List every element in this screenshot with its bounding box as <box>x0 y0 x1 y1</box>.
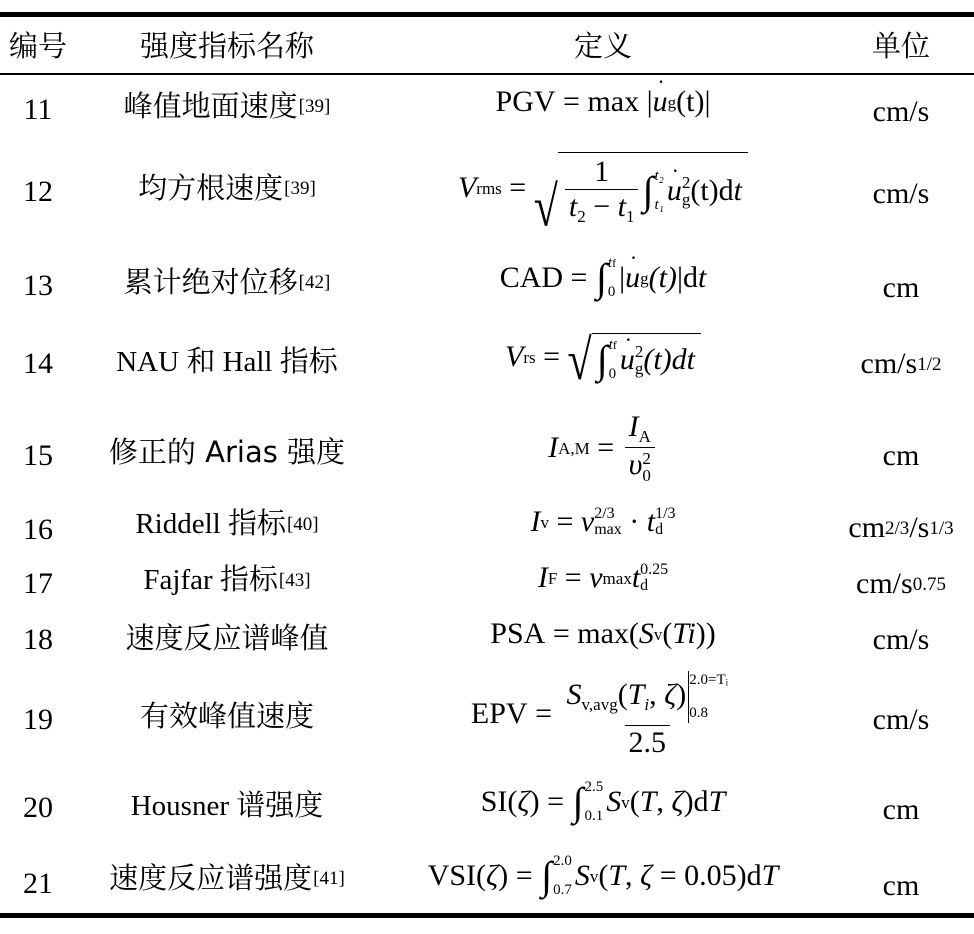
ref-mark: [42] <box>298 271 331 293</box>
sqrt: √ $\frac{1}{t_2 - t_1}$ ∫ t₂ t₁ u · 2 g (t)d t <box>534 152 748 225</box>
formula-epv: EPV = $S_{v,avg}(T_i$, ζ) 2.0=Tᵢ 0.8 2.5 <box>470 671 729 759</box>
row-name: Housner 谱强度 <box>130 789 324 822</box>
ref-mark: [43] <box>278 569 311 591</box>
formula-vrs: V rs = √ ∫ tf 0 u · 2 g (t)d t <box>378 322 828 392</box>
name-text: 峰值地面速度 <box>123 88 298 123</box>
row-unit: cm/s <box>872 177 930 210</box>
name-text: Riddell 指标 <box>135 507 286 540</box>
row-name: 有效峰值速度 <box>139 698 314 733</box>
row-number: 12 <box>23 175 53 208</box>
row-name: 修正的 Arias 强度 <box>108 434 346 469</box>
row-number: 14 <box>23 347 53 380</box>
formula-pgv: PGV = max | u · g (t) | <box>378 80 828 124</box>
header-name: 强度指标名称 <box>139 28 314 63</box>
ref-mark: [40] <box>286 513 319 535</box>
formula-if: I F = v max t 0.25 d <box>537 561 669 594</box>
ref-mark: [39] <box>298 95 331 117</box>
header-unit: 单位 <box>871 28 930 63</box>
top-rule <box>0 12 974 17</box>
row-unit: cm 2/3 /s 1/3 <box>848 511 954 544</box>
row-name: 速度反应谱峰值 <box>125 620 329 655</box>
ref-mark: [39] <box>284 177 316 199</box>
name-text: Fajfar 指标 <box>143 563 278 596</box>
formula-cad: CAD = ∫ tf 0 | u · g (t) |d t <box>378 248 828 308</box>
formula-si: SI( ζ ) = ∫ 2.5 0.1 S v ( T , ζ )d T <box>480 779 726 824</box>
header-rule <box>0 73 974 75</box>
row-name <box>76 856 378 900</box>
row-number: 17 <box>23 567 53 600</box>
row-unit: cm/s 1/2 <box>860 347 942 380</box>
row-unit: cm/s <box>872 623 930 656</box>
row-unit: cm <box>882 793 920 826</box>
row-unit: cm/s <box>872 703 930 736</box>
row-name: NAU 和 Hall 指标 <box>116 345 338 378</box>
name-text: 速度反应谱强度 <box>109 860 313 895</box>
formula-iam: I A,M = $I_A$ υ 2 0 <box>378 404 828 492</box>
formula-vsi: VSI( ζ ) = ∫ 2.0 0.7 S v ( T , ζ = 0.05)d T <box>427 853 779 898</box>
row-number: 16 <box>23 513 53 546</box>
row-name <box>76 260 378 304</box>
bottom-rule <box>0 913 974 918</box>
row-unit: cm/s 0.75 <box>856 567 946 600</box>
name-text: 累计绝对位移 <box>123 264 298 299</box>
row-number: 18 <box>23 623 53 656</box>
ref-mark: [41] <box>313 867 345 889</box>
row-unit: cm <box>882 439 920 472</box>
name-text: 均方根速度 <box>138 170 284 205</box>
formula-iv: I v = v 2/3 max · t 1/3 d <box>530 505 676 538</box>
row-number: 19 <box>23 703 53 736</box>
header-definition: 定义 <box>573 28 632 63</box>
header-number: 编号 <box>8 28 67 63</box>
row-unit: cm/s <box>872 95 930 128</box>
row-number: 11 <box>23 93 53 126</box>
row-unit: cm <box>882 869 920 902</box>
row-number: 15 <box>23 439 53 472</box>
row-name <box>76 502 378 546</box>
row-unit: cm <box>882 271 920 304</box>
row-number: 21 <box>23 867 53 900</box>
row-name <box>76 84 378 128</box>
row-name <box>76 166 378 210</box>
formula-vrms: V rms = √ $\frac{1}{t_2 - t_1}$ ∫ t₂ t₁ u · 2 g (t)d t <box>378 140 828 236</box>
row-name <box>76 558 378 602</box>
formula-psa: PSA = max( S v ( Ti )) <box>490 617 716 650</box>
row-number: 20 <box>23 791 53 824</box>
sqrt: √ ∫ tf 0 u · 2 g (t)d t <box>568 333 701 382</box>
row-number: 13 <box>23 269 53 302</box>
